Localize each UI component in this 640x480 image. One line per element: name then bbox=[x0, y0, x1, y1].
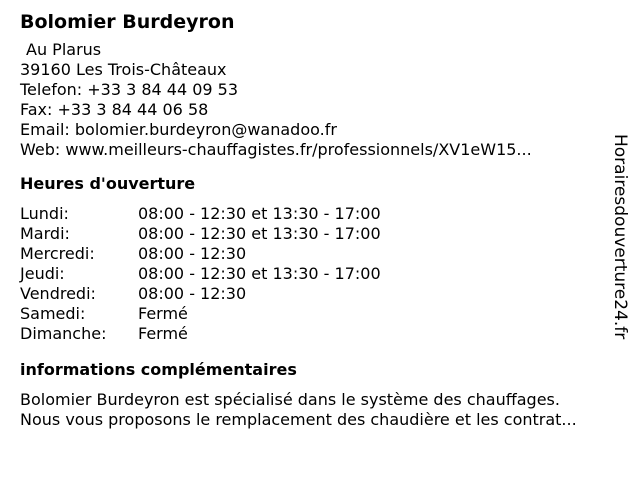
day-hours: 08:00 - 12:30 et 13:30 - 17:00 bbox=[138, 224, 381, 243]
day-hours: Fermé bbox=[138, 324, 188, 343]
day-label: Mardi: bbox=[20, 224, 70, 243]
hours-row bbox=[20, 204, 620, 224]
fax-line: Fax: +33 3 84 44 06 58 bbox=[20, 100, 209, 119]
info-title: informations complémentaires bbox=[20, 360, 297, 379]
phone-line: Telefon: +33 3 84 44 09 53 bbox=[20, 80, 239, 99]
day-hours: Fermé bbox=[138, 304, 188, 323]
info-line-1: Bolomier Burdeyron est spécialisé dans le système des chauffages. bbox=[20, 390, 560, 409]
day-label: Dimanche: bbox=[20, 324, 107, 343]
hours-row bbox=[20, 284, 620, 304]
hours-row bbox=[20, 244, 620, 264]
site-watermark: Horairesdouverture24.fr bbox=[610, 134, 630, 340]
hours-row bbox=[20, 264, 620, 284]
day-label: Vendredi: bbox=[20, 284, 96, 303]
day-label: Lundi: bbox=[20, 204, 69, 223]
hours-list bbox=[20, 204, 620, 344]
info-line-2: Nous vous proposons le remplacement des chaudière et les contrat... bbox=[20, 410, 577, 429]
email-line: Email: bolomier.burdeyron@wanadoo.fr bbox=[20, 120, 337, 139]
hours-row bbox=[20, 304, 620, 324]
business-name: Bolomier Burdeyron bbox=[20, 11, 235, 33]
day-hours: 08:00 - 12:30 et 13:30 - 17:00 bbox=[138, 204, 381, 223]
business-card bbox=[20, 10, 620, 430]
address-line-1: Au Plarus bbox=[26, 40, 102, 59]
day-hours: 08:00 - 12:30 et 13:30 - 17:00 bbox=[138, 264, 381, 283]
web-line: Web: www.meilleurs-chauffagistes.fr/professionnels/XV1eW15... bbox=[20, 140, 532, 159]
hours-row bbox=[20, 324, 620, 344]
hours-title: Heures d'ouverture bbox=[20, 174, 196, 193]
contact-block bbox=[20, 40, 620, 160]
address-line-2: 39160 Les Trois-Châteaux bbox=[20, 60, 227, 79]
day-label: Jeudi: bbox=[20, 264, 65, 283]
day-hours: 08:00 - 12:30 bbox=[138, 284, 247, 303]
day-label: Samedi: bbox=[20, 304, 86, 323]
hours-row bbox=[20, 224, 620, 244]
day-hours: 08:00 - 12:30 bbox=[138, 244, 247, 263]
day-label: Mercredi: bbox=[20, 244, 95, 263]
